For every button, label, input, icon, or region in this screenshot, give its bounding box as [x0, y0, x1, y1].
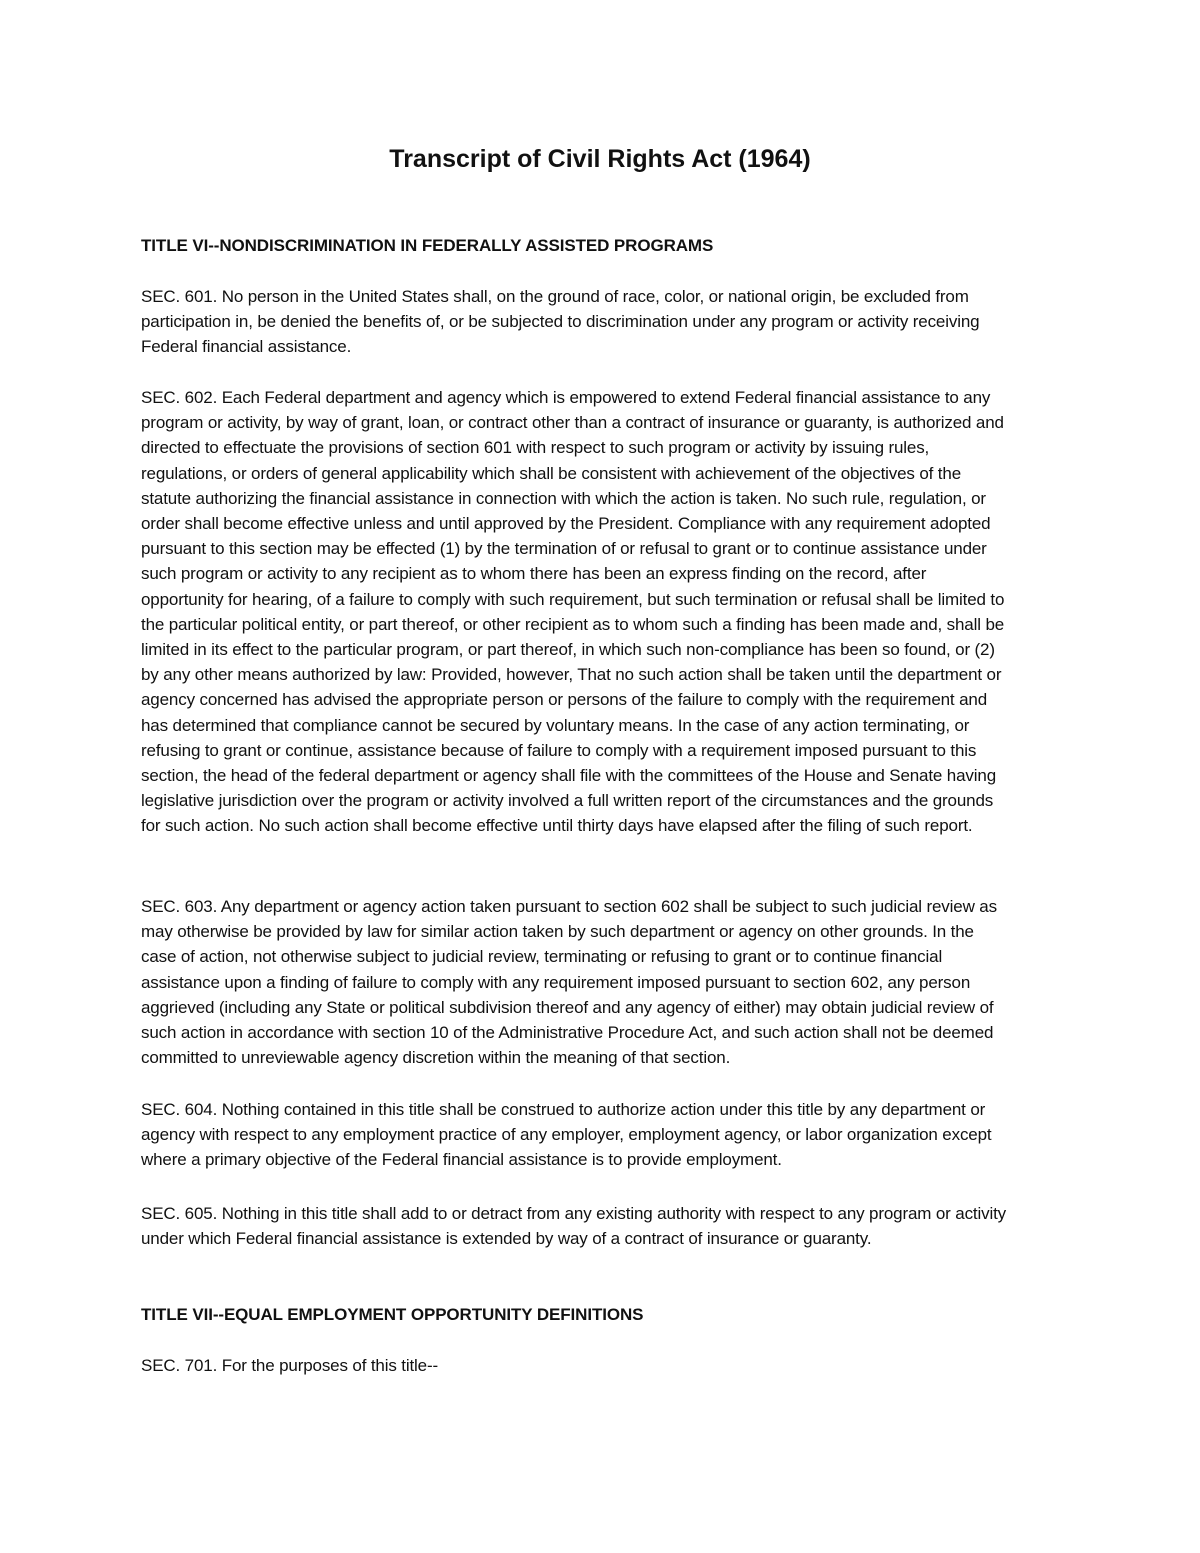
text-line: SEC. 605. Nothing in this title shall add to or detract from any existing authority with respect to any program or activity — [141, 1204, 1007, 1223]
text-line: SEC. 602. Each Federal department and agency which is empowered to extend Federal financial assistance to any — [141, 388, 991, 407]
text-line: agency concerned has advised the appropriate person or persons of the failure to comply with the requirement and — [141, 690, 987, 710]
text-line: Federal financial assistance. — [141, 337, 352, 357]
text-line: where a primary objective of the Federal financial assistance is to provide employment. — [141, 1150, 782, 1170]
text-line: SEC. 604. Nothing contained in this title shall be construed to authorize action under this title by any department or — [141, 1100, 986, 1119]
text-line: the particular political entity, or part thereof, or other recipient as to whom such a finding has been made and, shall be — [141, 614, 1005, 634]
title-vii-heading: TITLE VII--EQUAL EMPLOYMENT OPPORTUNITY DEFINITIONS — [141, 1305, 644, 1324]
text-line: pursuant to this section may be effected (1) by the termination of or refusal to grant or to continue assistance under — [141, 539, 987, 559]
text-line: assistance upon a finding of failure to comply with any requirement imposed pursuant to section 602, any person — [141, 972, 971, 992]
text-line: regulations, or orders of general applicability which shall be consistent with achievement of the objectives of the — [141, 463, 961, 483]
text-line: SEC. 601. No person in the United States shall, on the ground of race, color, or national origin, be excluded from — [141, 287, 969, 306]
text-line: refusing to grant or continue, assistance because of failure to comply with a requirement imposed pursuant to this — [141, 740, 977, 760]
text-line: case of action, not otherwise subject to judicial review, terminating or refusing to grant or to continue financial — [141, 947, 943, 967]
text-line: may otherwise be provided by law for similar action taken by such department or agency on other grounds. In the — [141, 922, 974, 942]
text-line: statute authorizing the financial assistance in connection with which the action is taken. No such rule, regulation, or — [141, 488, 986, 508]
text-line: SEC. 603. Any department or agency action taken pursuant to section 602 shall be subject to such judicial review as — [141, 897, 997, 916]
text-line: by any other means authorized by law: Provided, however, That no such action shall be taken until the department or — [141, 665, 1002, 685]
text-line: participation in, be denied the benefits of, or be subjected to discrimination under any program or activity receiving — [141, 312, 980, 332]
text-line: directed to effectuate the provisions of section 601 with respect to such program or activity by issuing rules, — [141, 438, 930, 458]
text-line: such program or activity to any recipient as to whom there has been an express finding on the record, after — [141, 564, 927, 584]
text-line: has determined that compliance cannot be secured by voluntary means. In the case of any action terminating, or — [141, 715, 970, 735]
text-line: committed to unreviewable agency discretion within the meaning of that section. — [141, 1048, 731, 1068]
text-line: order shall become effective unless and until approved by the President. Compliance with any requirement adopted — [141, 514, 991, 534]
section-701 — [141, 1353, 1071, 1378]
text-line: opportunity for hearing, of a failure to comply with such requirement, but such termination or refusal shall be limited to — [141, 589, 1005, 609]
text-line: under which Federal financial assistance is extended by way of a contract of insurance or guaranty. — [141, 1229, 872, 1249]
section-605 — [141, 1201, 1071, 1251]
document-title: Transcript of Civil Rights Act (1964) — [389, 145, 811, 173]
text-line: section, the head of the federal department or agency shall file with the committees of the House and Senate having — [141, 766, 997, 786]
text-line: agency with respect to any employment practice of any employer, employment agency, or labor organization except — [141, 1125, 992, 1145]
text-line: legislative jurisdiction over the program or activity involved a full written report of the circumstances and the grounds — [141, 791, 994, 811]
text-line: aggrieved (including any State or political subdivision thereof and any agency of either) may obtain judicial review of — [141, 997, 994, 1017]
text-line: program or activity, by way of grant, loan, or contract other than a contract of insurance or guaranty, is authorized and — [141, 413, 1004, 433]
section-603 — [141, 894, 1071, 1070]
text-line: such action in accordance with section 10 of the Administrative Procedure Act, and such action shall not be deemed — [141, 1023, 994, 1043]
section-601 — [141, 284, 1071, 360]
text-line: SEC. 701. For the purposes of this title-- — [141, 1356, 439, 1375]
section-604 — [141, 1097, 1071, 1173]
section-602 — [141, 385, 1071, 839]
text-line: for such action. No such action shall become effective until thirty days have elapsed after the filing of such report. — [141, 816, 973, 836]
text-line: limited in its effect to the particular program, or part thereof, in which such non-compliance has been so found, or (2) — [141, 640, 995, 660]
title-vi-heading: TITLE VI--NONDISCRIMINATION IN FEDERALLY ASSISTED PROGRAMS — [141, 236, 714, 255]
